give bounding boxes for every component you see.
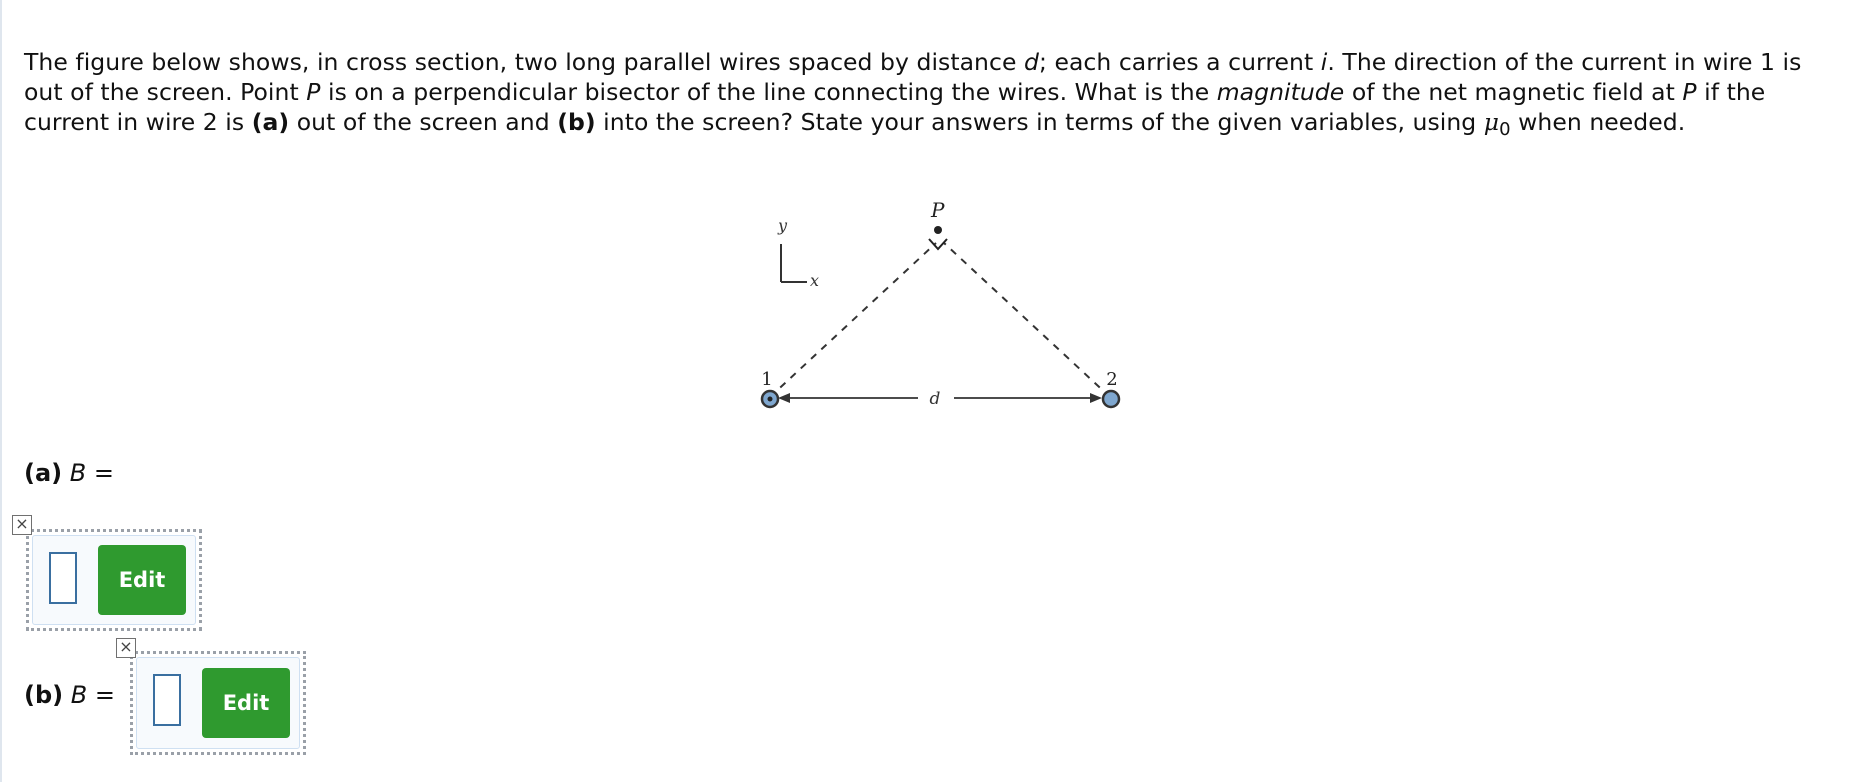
answer-b-label	[24, 680, 115, 710]
wire-1-label: 1	[761, 369, 773, 390]
wire-2	[1103, 391, 1119, 407]
variable-d: d	[1023, 48, 1039, 76]
axis-y-label: y	[778, 216, 788, 235]
dashed-line-wire1-to-P	[770, 243, 936, 397]
answer-b-edit-button[interactable]: Edit	[202, 668, 290, 738]
question-text	[24, 47, 1844, 145]
axis-indicator	[781, 244, 807, 282]
question-part-1: The figure below shows, in cross section, two long parallel wires spaced by distance	[24, 48, 1024, 76]
part-b-marker: (b)	[557, 108, 596, 136]
distance-d-label: d	[929, 389, 941, 409]
answer-b-part: (b)	[24, 681, 64, 709]
variable-P: P	[1682, 78, 1697, 106]
answer-b-equals: =	[87, 681, 115, 709]
dashed-line-wire2-to-P	[944, 243, 1110, 397]
point-P-label: P	[931, 198, 945, 222]
distance-arrow-left	[778, 393, 790, 403]
question-part-4: is on a perpendicular bisector of the line connecting the wires. What is the	[320, 78, 1217, 106]
answer-b-close-icon[interactable]: ×	[116, 638, 136, 658]
wire-2-label: 2	[1106, 369, 1118, 390]
question-part-7: out of the screen and	[289, 108, 558, 136]
point-P-dot	[934, 226, 942, 234]
question-part-9: when needed.	[1510, 108, 1686, 136]
variable-P: P	[306, 78, 321, 106]
answer-a-frame	[26, 529, 202, 631]
left-border-rule	[0, 0, 2, 782]
answer-a-equals: =	[86, 459, 114, 487]
question-paragraph	[24, 47, 1844, 145]
answer-a-edit-button[interactable]: Edit	[98, 545, 186, 615]
answer-b-input[interactable]	[153, 674, 181, 726]
wires-diagram	[740, 190, 1130, 420]
answer-a-variable: B	[69, 459, 87, 487]
distance-arrow-right	[1090, 393, 1102, 403]
answer-b-variable: B	[70, 681, 88, 709]
answer-a-close-icon[interactable]: ×	[12, 515, 32, 535]
variable-i: i	[1320, 48, 1328, 76]
answer-a-label	[24, 458, 114, 488]
wire-1-dot	[768, 397, 773, 402]
answer-a-part: (a)	[24, 459, 63, 487]
question-part-2: ; each carries a current	[1038, 48, 1321, 76]
question-part-5: of the net magnetic field at	[1344, 78, 1683, 106]
answer-b-frame	[130, 651, 306, 755]
answer-a-input[interactable]	[49, 552, 77, 604]
question-part-6: if the current in wire 2 is	[24, 78, 1766, 136]
mu-subscript: 0	[1499, 119, 1511, 140]
axis-x-label: x	[810, 271, 820, 290]
emphasis-magnitude: magnitude	[1216, 78, 1345, 106]
mu-symbol: μ	[1483, 108, 1500, 136]
question-part-3: . The direction of the current in wire 1 is out of the screen. Point	[24, 48, 1802, 106]
question-part-8: into the screen? State your answers in terms of the given variables, using	[595, 108, 1484, 136]
wires-figure	[740, 190, 1130, 420]
part-a-marker: (a)	[251, 108, 290, 136]
